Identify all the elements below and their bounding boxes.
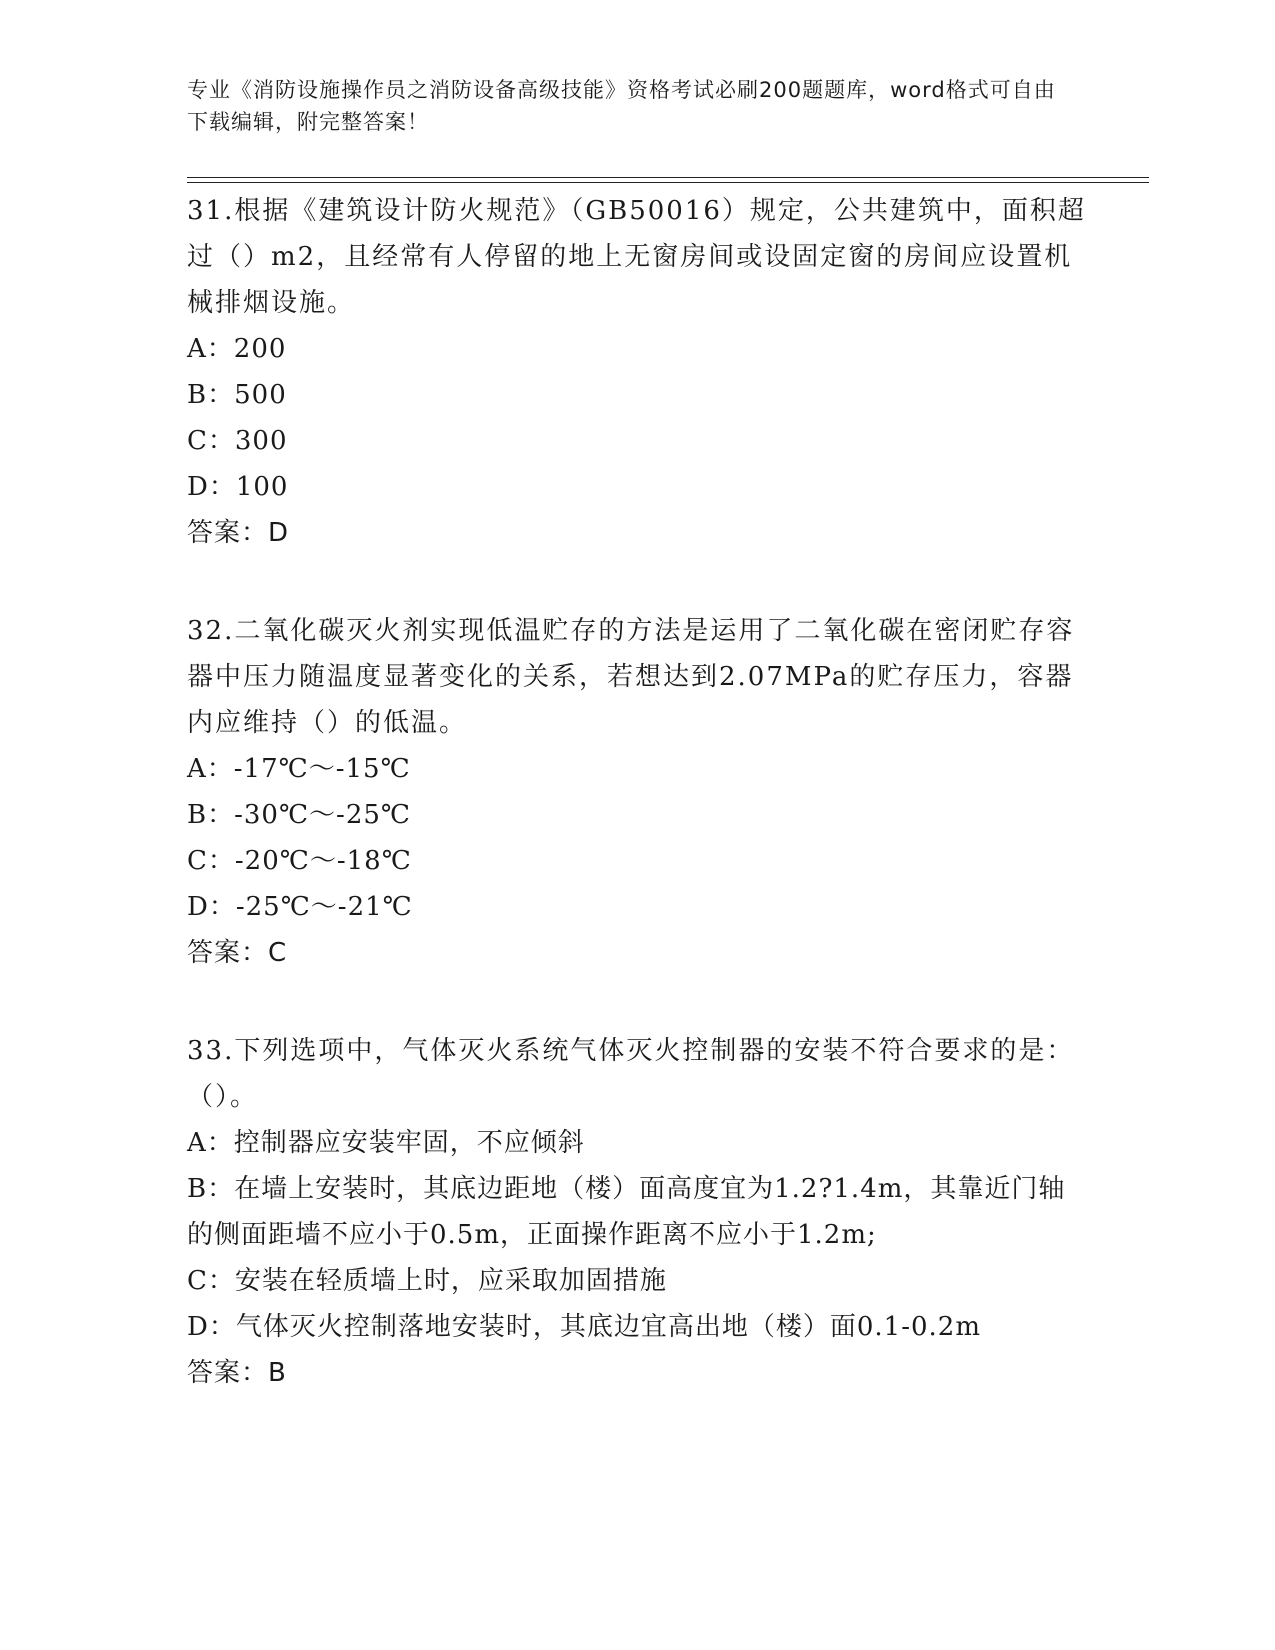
option-b: B：500 xyxy=(187,380,287,410)
option-a: A：200 xyxy=(187,334,287,364)
option-b: B：-30℃～-25℃ xyxy=(187,800,412,830)
question-text: 32.二氧化碳灭火剂实现低温贮存的方法是运用了二氧化碳在密闭贮存容器中压力随温度显著变化的关系，若想达到2.07MPa的贮存压力，容器内应维持（）的低温。 xyxy=(187,616,1075,738)
option-c: C：300 xyxy=(187,426,288,456)
question-list xyxy=(187,188,1087,1448)
answer-line: 答案：C xyxy=(187,938,288,968)
option-c: C：-20℃～-18℃ xyxy=(187,846,412,876)
option-d: D：气体灭火控制落地安装时，其底边宜高出地（楼）面0.1-0.2m xyxy=(187,1312,981,1342)
question-item xyxy=(187,1028,1087,1396)
option-d: D：-25℃～-21℃ xyxy=(187,892,413,922)
header-divider xyxy=(187,177,1149,183)
question-text: 33.下列选项中，气体灭火系统气体灭火控制器的安装不符合要求的是：（）。 xyxy=(187,1036,1075,1112)
option-c: C：安装在轻质墙上时，应采取加固措施 xyxy=(187,1266,667,1296)
answer-line: 答案：B xyxy=(187,1358,287,1388)
option-a: A：控制器应安装牢固，不应倾斜 xyxy=(187,1128,585,1158)
option-b: B：在墙上安装时，其底边距地（楼）面高度宜为1.2?1.4m，其靠近门轴的侧面距墙不应小于0.5m，正面操作距离不应小于1.2m; xyxy=(187,1174,1066,1250)
question-item xyxy=(187,608,1087,976)
question-text: 31.根据《建筑设计防火规范》（GB50016）规定，公共建筑中，面积超过（）m2，且经常有人停留的地上无窗房间或设固定窗的房间应设置机械排烟设施。 xyxy=(187,196,1086,318)
document-header: 专业《消防设施操作员之消防设备高级技能》资格考试必刷200题题库，word格式可自由下载编辑，附完整答案！ xyxy=(187,78,1056,134)
option-a: A：-17℃～-15℃ xyxy=(187,754,411,784)
option-d: D：100 xyxy=(187,472,289,502)
question-item xyxy=(187,188,1087,556)
answer-line: 答案：D xyxy=(187,518,290,548)
